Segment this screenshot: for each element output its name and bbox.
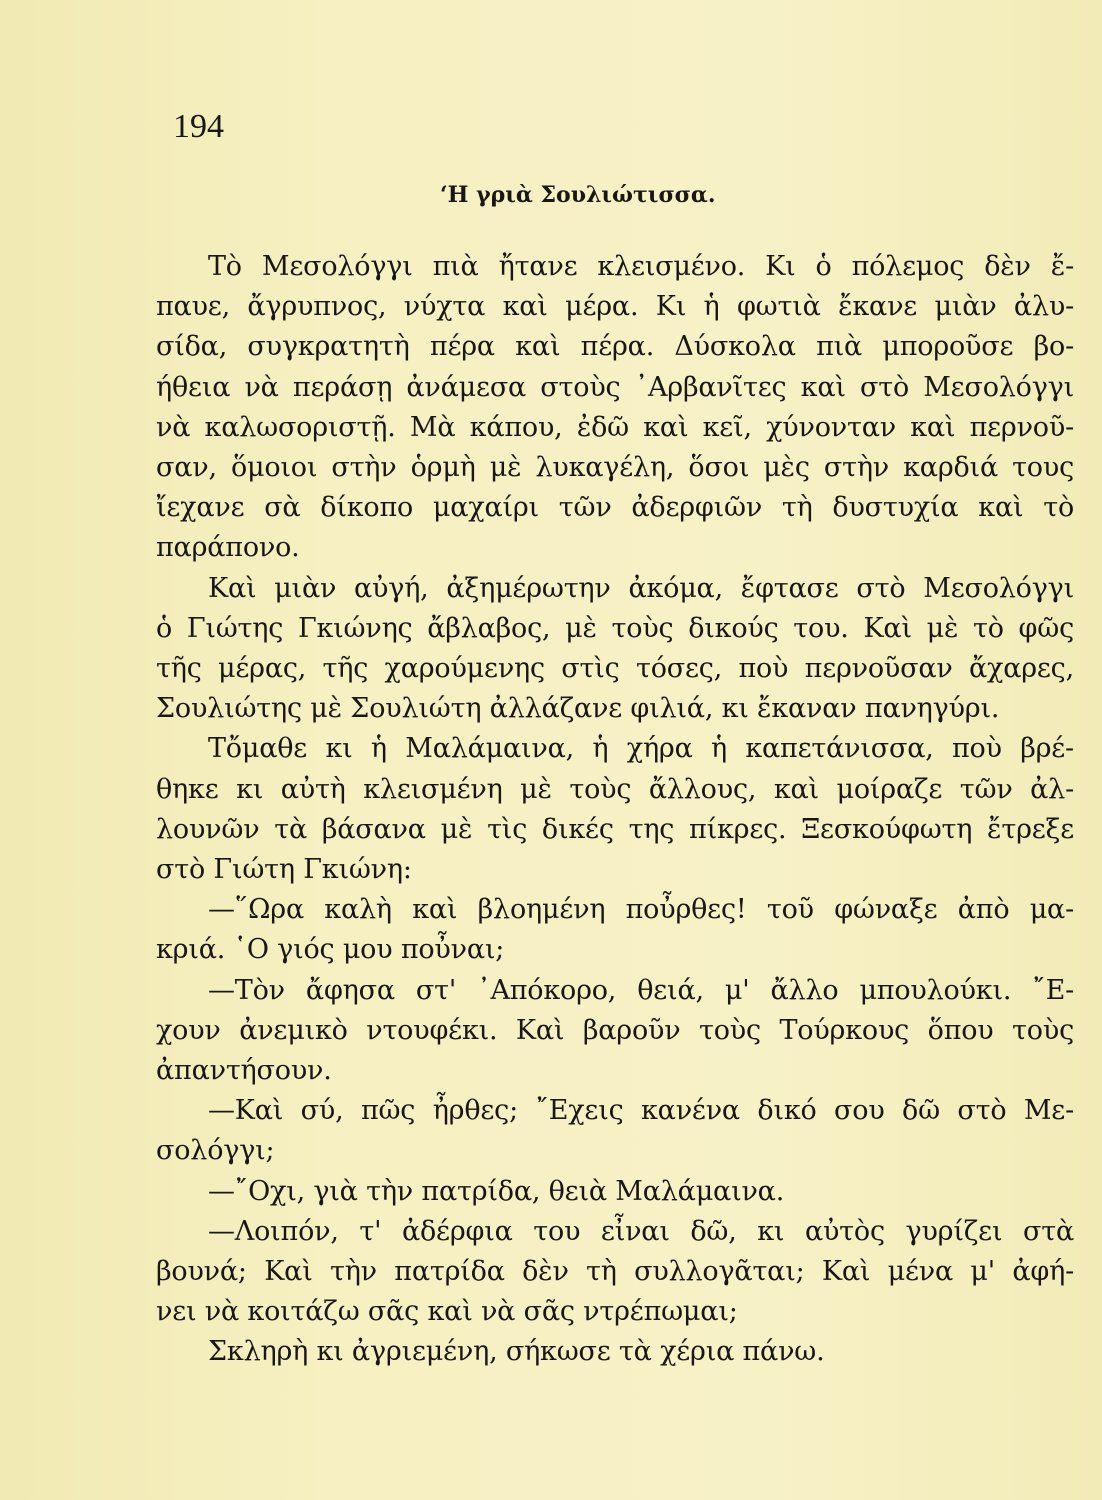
- text-line: —Τὸν ἄφησα στ' ᾿Απόκορο, θειά, μ' ἄλλο μπουλούκι. ῎Ε-: [208, 974, 1074, 1006]
- text-line: στὸ Γιώτη Γκιώνη:: [156, 854, 412, 886]
- text-line: τῆς μέρας, τῆς χαρούμενης στὶς τόσες, ποὺ περνοῦσαν ἄχαρες,: [156, 653, 1074, 685]
- text-line: Τὄμαθε κι ἡ Μαλάμαινα, ἡ χήρα ἡ καπετάνισσα, ποὺ βρέ-: [208, 733, 1074, 765]
- text-line: σίδα, συγκρατητὴ πέρα καὶ πέρα. Δύσκολα πιὰ μποροῦσε βο-: [156, 331, 1074, 363]
- text-line: θηκε κι αὐτὴ κλεισμένη μὲ τοὺς ἄλλους, καὶ μοίραζε τῶν ἀλ-: [156, 773, 1074, 805]
- text-line: ἴεχανε σὰ δίκοπο μαχαίρι τῶν ἀδερφιῶν τὴ δυστυχία καὶ τὸ: [156, 492, 1074, 524]
- text-line: ὁ Γιώτης Γκιώνης ἄβλαβος, μὲ τοὺς δικούς του. Καὶ μὲ τὸ φῶς: [156, 612, 1074, 644]
- text-line: σαν, ὅμοιοι στὴν ὁρμὴ μὲ λυκαγέλη, ὅσοι μὲς στὴν καρδιά τους: [156, 452, 1074, 484]
- text-line: —Καὶ σύ, πῶς ἦρθες; ῎Εχεις κανένα δικό σου δῶ στὸ Με-: [208, 1095, 1074, 1127]
- text-line: παράπονο.: [156, 532, 300, 564]
- text-line: βουνά; Καὶ τὴν πατρίδα δὲν τὴ συλλογᾶται; Καὶ μένα μ' ἀφή-: [156, 1256, 1074, 1288]
- text-line: κριά. ῾Ο γιός μου ποὖναι;: [156, 934, 505, 966]
- text-line: Τὸ Μεσολόγγι πιὰ ἤτανε κλεισμένο. Κι ὁ πόλεμος δὲν ἔ-: [208, 251, 1074, 282]
- text-line: —Λοιπόν, τ' ἀδέρφια του εἶναι δῶ, κι αὐτὸς γυρίζει στὰ: [208, 1215, 1074, 1247]
- text-line: σολόγγι;: [156, 1135, 275, 1167]
- text-line: παυε, ἄγρυπνος, νύχτα καὶ μέρα. Κι ἡ φωτιὰ ἔκανε μιὰν ἀλυ-: [156, 291, 1074, 323]
- text-line: —῞Ωρα καλὴ καὶ βλοημένη ποὖρθες! τοῦ φώναξε ἀπὸ μα-: [208, 894, 1074, 926]
- text-line: νει νὰ κοιτάζω σᾶς καὶ νὰ σᾶς ντρέπωμαι;: [156, 1296, 738, 1328]
- chapter-title: ‘Η γριὰ Σουλιώτισσα.: [440, 182, 716, 208]
- text-line: Σκληρὴ κι ἀγριεμένη, σήκωσε τὰ χέρια πάνω.: [208, 1336, 825, 1368]
- text-line: ήθεια νὰ περάσῃ ἀνάμεσα στοὺς ᾿Αρβανῖτες καὶ στὸ Μεσολόγγι: [156, 371, 1074, 403]
- text-line: λουνῶν τὰ βάσανα μὲ τὶς δικές της πίκρες. Ξεσκούφωτη ἔτρεξε: [156, 813, 1074, 845]
- text-line: —῎Οχι, γιὰ τὴν πατρίδα, θειὰ Μαλάμαινα.: [208, 1175, 785, 1207]
- text-line: νὰ καλωσοριστῇ. Μὰ κάπου, ἐδῶ καὶ κεῖ, χύνονταν καὶ περνοῦ-: [156, 411, 1074, 443]
- text-line: χουν ἀνεμικὸ ντουφέκι. Καὶ βαροῦν τοὺς Τούρκους ὅπου τοὺς: [156, 1014, 1074, 1046]
- text-line: Σουλιώτης μὲ Σουλιώτη ἀλλάζανε φιλιά, κι ἔκαναν πανηγύρι.: [156, 693, 1000, 725]
- page-number: 194: [173, 108, 224, 145]
- text-line: Καὶ μιὰν αὐγή, ἀξημέρωτην ἀκόμα, ἔφτασε στὸ Μεσολόγγι: [208, 572, 1074, 604]
- body-text: [156, 247, 1074, 1373]
- text-line: ἀπαντήσουν.: [156, 1055, 332, 1087]
